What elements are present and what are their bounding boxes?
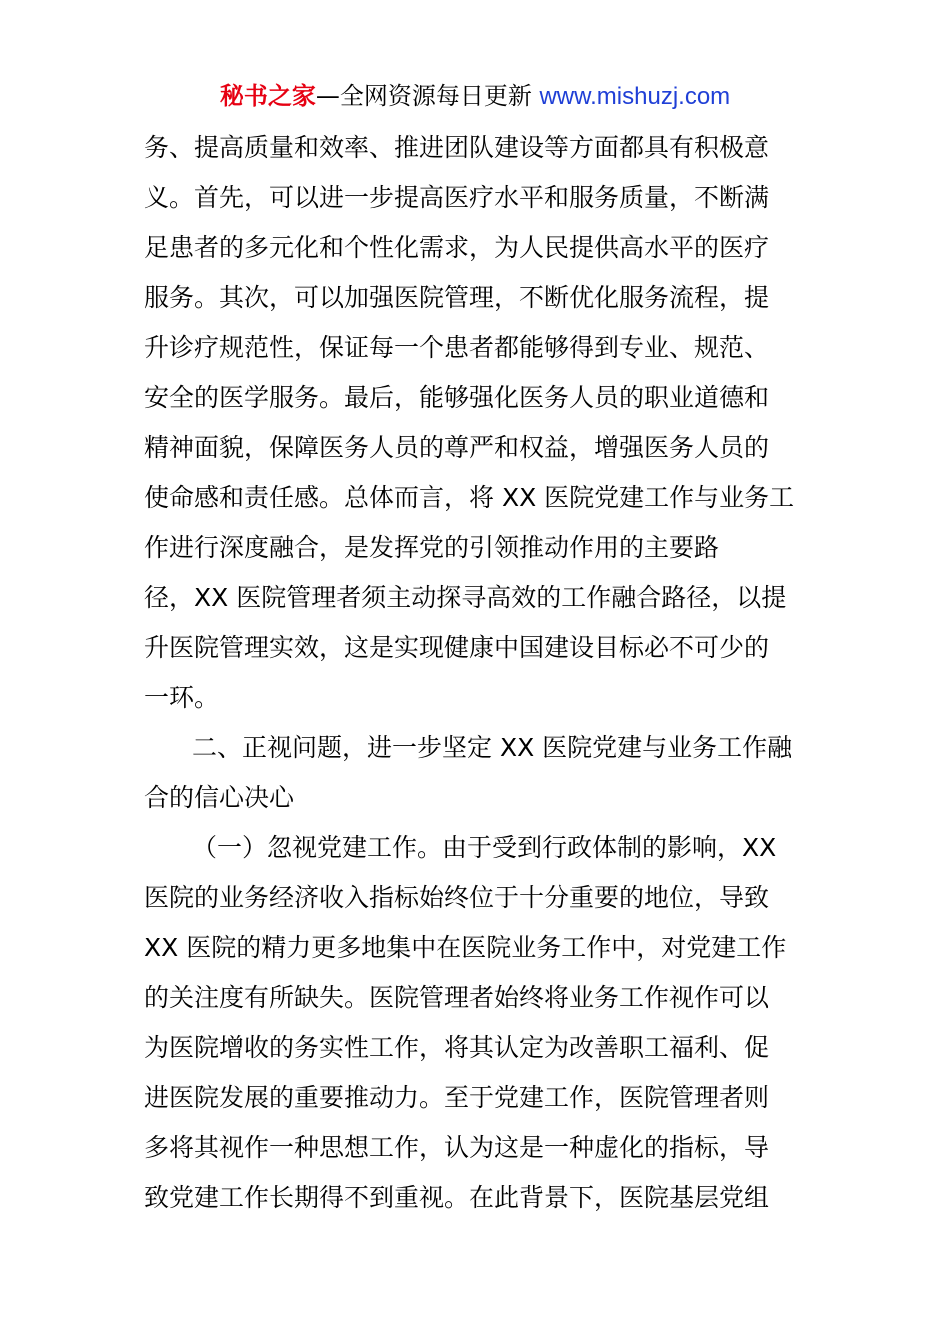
subsection-start: （一）忽视党建工作。由于受到行政体制的影响，XX xyxy=(192,833,777,862)
text-line: 为医院增收的务实性工作，将其认定为改善职工福利、促 xyxy=(144,1033,770,1062)
text-line: 一环。 xyxy=(144,683,220,712)
document-body xyxy=(144,123,814,1223)
text-line: 使命感和责任感。总体而言，将 XX 医院党建工作与业务工 xyxy=(144,483,795,512)
text-line: 升医院管理实效，这是实现健康中国建设目标必不可少的 xyxy=(144,633,770,662)
text-line: 致党建工作长期得不到重视。在此背景下，医院基层党组 xyxy=(144,1183,770,1212)
text-line: 足患者的多元化和个性化需求，为人民提供高水平的医疗 xyxy=(144,233,770,262)
section-heading-cont: 合的信心决心 xyxy=(144,783,295,812)
text-line: 的关注度有所缺失。医院管理者始终将业务工作视作可以 xyxy=(144,983,770,1012)
text-line: 作进行深度融合，是发挥党的引领推动作用的主要路 xyxy=(144,533,720,562)
text-line: 多将其视作一种思想工作，认为这是一种虚化的指标，导 xyxy=(144,1133,770,1162)
text-line: 安全的医学服务。最后，能够强化医务人员的职业道德和 xyxy=(144,383,770,412)
site-header xyxy=(0,80,950,113)
header-tagline: —全网资源每日更新 xyxy=(315,82,540,110)
text-line: 精神面貌，保障医务人员的尊严和权益，增强医务人员的 xyxy=(144,433,770,462)
section-heading: 二、正视问题，进一步坚定 XX 医院党建与业务工作融 xyxy=(192,733,793,762)
brand-name: 秘书之家 xyxy=(219,82,316,110)
text-line: 服务。其次，可以加强医院管理，不断优化服务流程，提 xyxy=(144,283,770,312)
text-line: 义。首先，可以进一步提高医疗水平和服务质量，不断满 xyxy=(144,183,770,212)
text-line: 务、提高质量和效率、推进团队建设等方面都具有积极意 xyxy=(144,133,770,162)
site-url[interactable]: www.mishuzj.com xyxy=(539,83,731,110)
text-line: 进医院发展的重要推动力。至于党建工作，医院管理者则 xyxy=(144,1083,770,1112)
text-line: 径，XX 医院管理者须主动探寻高效的工作融合路径，以提 xyxy=(144,583,787,612)
text-line: XX 医院的精力更多地集中在医院业务工作中，对党建工作 xyxy=(144,933,787,962)
text-line: 医院的业务经济收入指标始终位于十分重要的地位，导致 xyxy=(144,883,770,912)
text-line: 升诊疗规范性，保证每一个患者都能够得到专业、规范、 xyxy=(144,333,770,362)
